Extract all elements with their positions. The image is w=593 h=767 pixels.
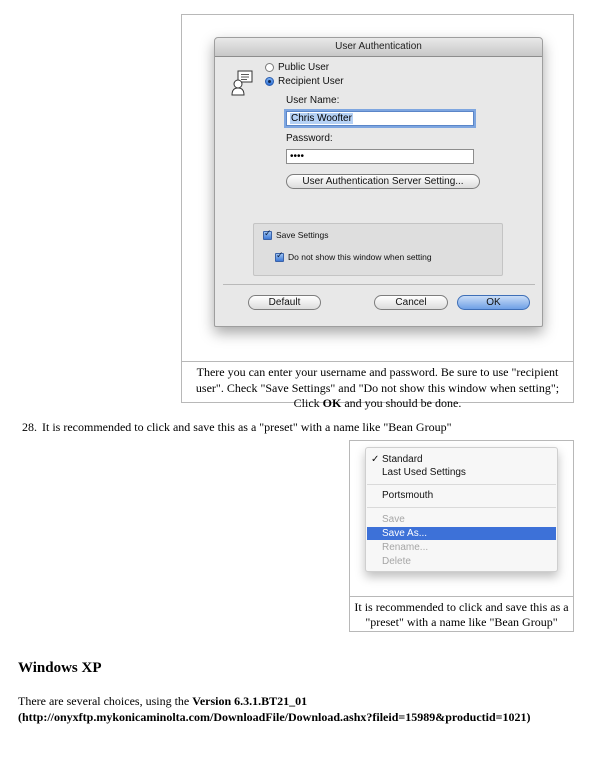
checkbox-checked-icon [275, 253, 284, 262]
public-user-label: Public User [278, 62, 330, 73]
figure-caption [188, 365, 567, 412]
menu-item-label: Standard [382, 454, 423, 465]
settings-group [253, 223, 503, 276]
radio-on-icon [265, 77, 274, 86]
radio-off-icon [265, 63, 274, 72]
section-heading: Windows XP [18, 660, 102, 676]
screenshot-area [183, 16, 572, 348]
save-settings-checkbox[interactable] [263, 230, 328, 240]
checkmark-icon: ✓ [371, 454, 380, 465]
username-field[interactable] [286, 111, 474, 126]
recipient-user-radio[interactable] [265, 76, 344, 87]
figure-user-authentication [181, 14, 574, 410]
caption-text: There you can enter your username and password. Be sure to use "recipient user". Check "Save Settings" and "Do not show this window when setting"; Click [195, 365, 560, 410]
version-text: Version 6.3.1.BT21_01 [192, 694, 308, 708]
checkbox-checked-icon [263, 231, 272, 240]
paragraph-text: There are several choices, using the [18, 694, 193, 708]
user-authentication-dialog [214, 37, 543, 327]
ok-button[interactable]: OK [457, 295, 530, 310]
list-text: It is recommended to click and save this as a "preset" with a name like "Bean Group" [42, 420, 452, 434]
menu-item-save[interactable]: Save [382, 514, 405, 525]
public-user-radio[interactable] [265, 62, 329, 73]
do-not-show-label: Do not show this window when setting [288, 252, 432, 262]
dialog-title: User Authentication [215, 38, 542, 57]
menu-item-save-as[interactable]: Save As... [367, 527, 556, 540]
menu-separator [367, 507, 556, 508]
username-label: User Name: [286, 95, 340, 106]
menu-item-rename[interactable]: Rename... [382, 542, 429, 553]
save-settings-label: Save Settings [276, 230, 329, 240]
default-button[interactable]: Default [248, 295, 321, 310]
menu-separator [367, 484, 556, 485]
section-paragraph [18, 694, 578, 725]
user-icon [231, 70, 253, 96]
username-value: Chris Woofter [291, 113, 352, 124]
figure-divider [350, 596, 573, 597]
menu-item-portsmouth[interactable]: Portsmouth [382, 490, 434, 501]
password-value: •••• [290, 151, 305, 162]
server-setting-button[interactable]: User Authentication Server Setting... [286, 174, 480, 189]
recipient-user-label: Recipient User [278, 76, 344, 87]
figure-caption: It is recommended to click and save this as a "preset" with a name like "Bean Group" [354, 600, 569, 629]
list-item-28 [22, 420, 451, 435]
figure-divider [182, 361, 573, 362]
cancel-button[interactable]: Cancel [374, 295, 448, 310]
password-label: Password: [286, 133, 333, 144]
password-field[interactable] [286, 149, 474, 164]
menu-item-standard[interactable] [367, 453, 556, 466]
preset-menu [365, 447, 558, 572]
download-url: (http://onyxftp.mykonicaminolta.com/DownloadFile/Download.ashx?fileid=15989&productid=1021) [18, 709, 531, 724]
menu-item-last-used[interactable]: Last Used Settings [382, 467, 466, 478]
list-number: 28. [22, 420, 37, 434]
caption-ok: OK [322, 396, 342, 410]
figure-preset-menu [349, 440, 574, 632]
do-not-show-checkbox[interactable] [275, 252, 432, 262]
dialog-divider [223, 284, 535, 285]
caption-text-end: and you should be done. [341, 396, 462, 410]
menu-item-delete[interactable]: Delete [382, 556, 411, 567]
